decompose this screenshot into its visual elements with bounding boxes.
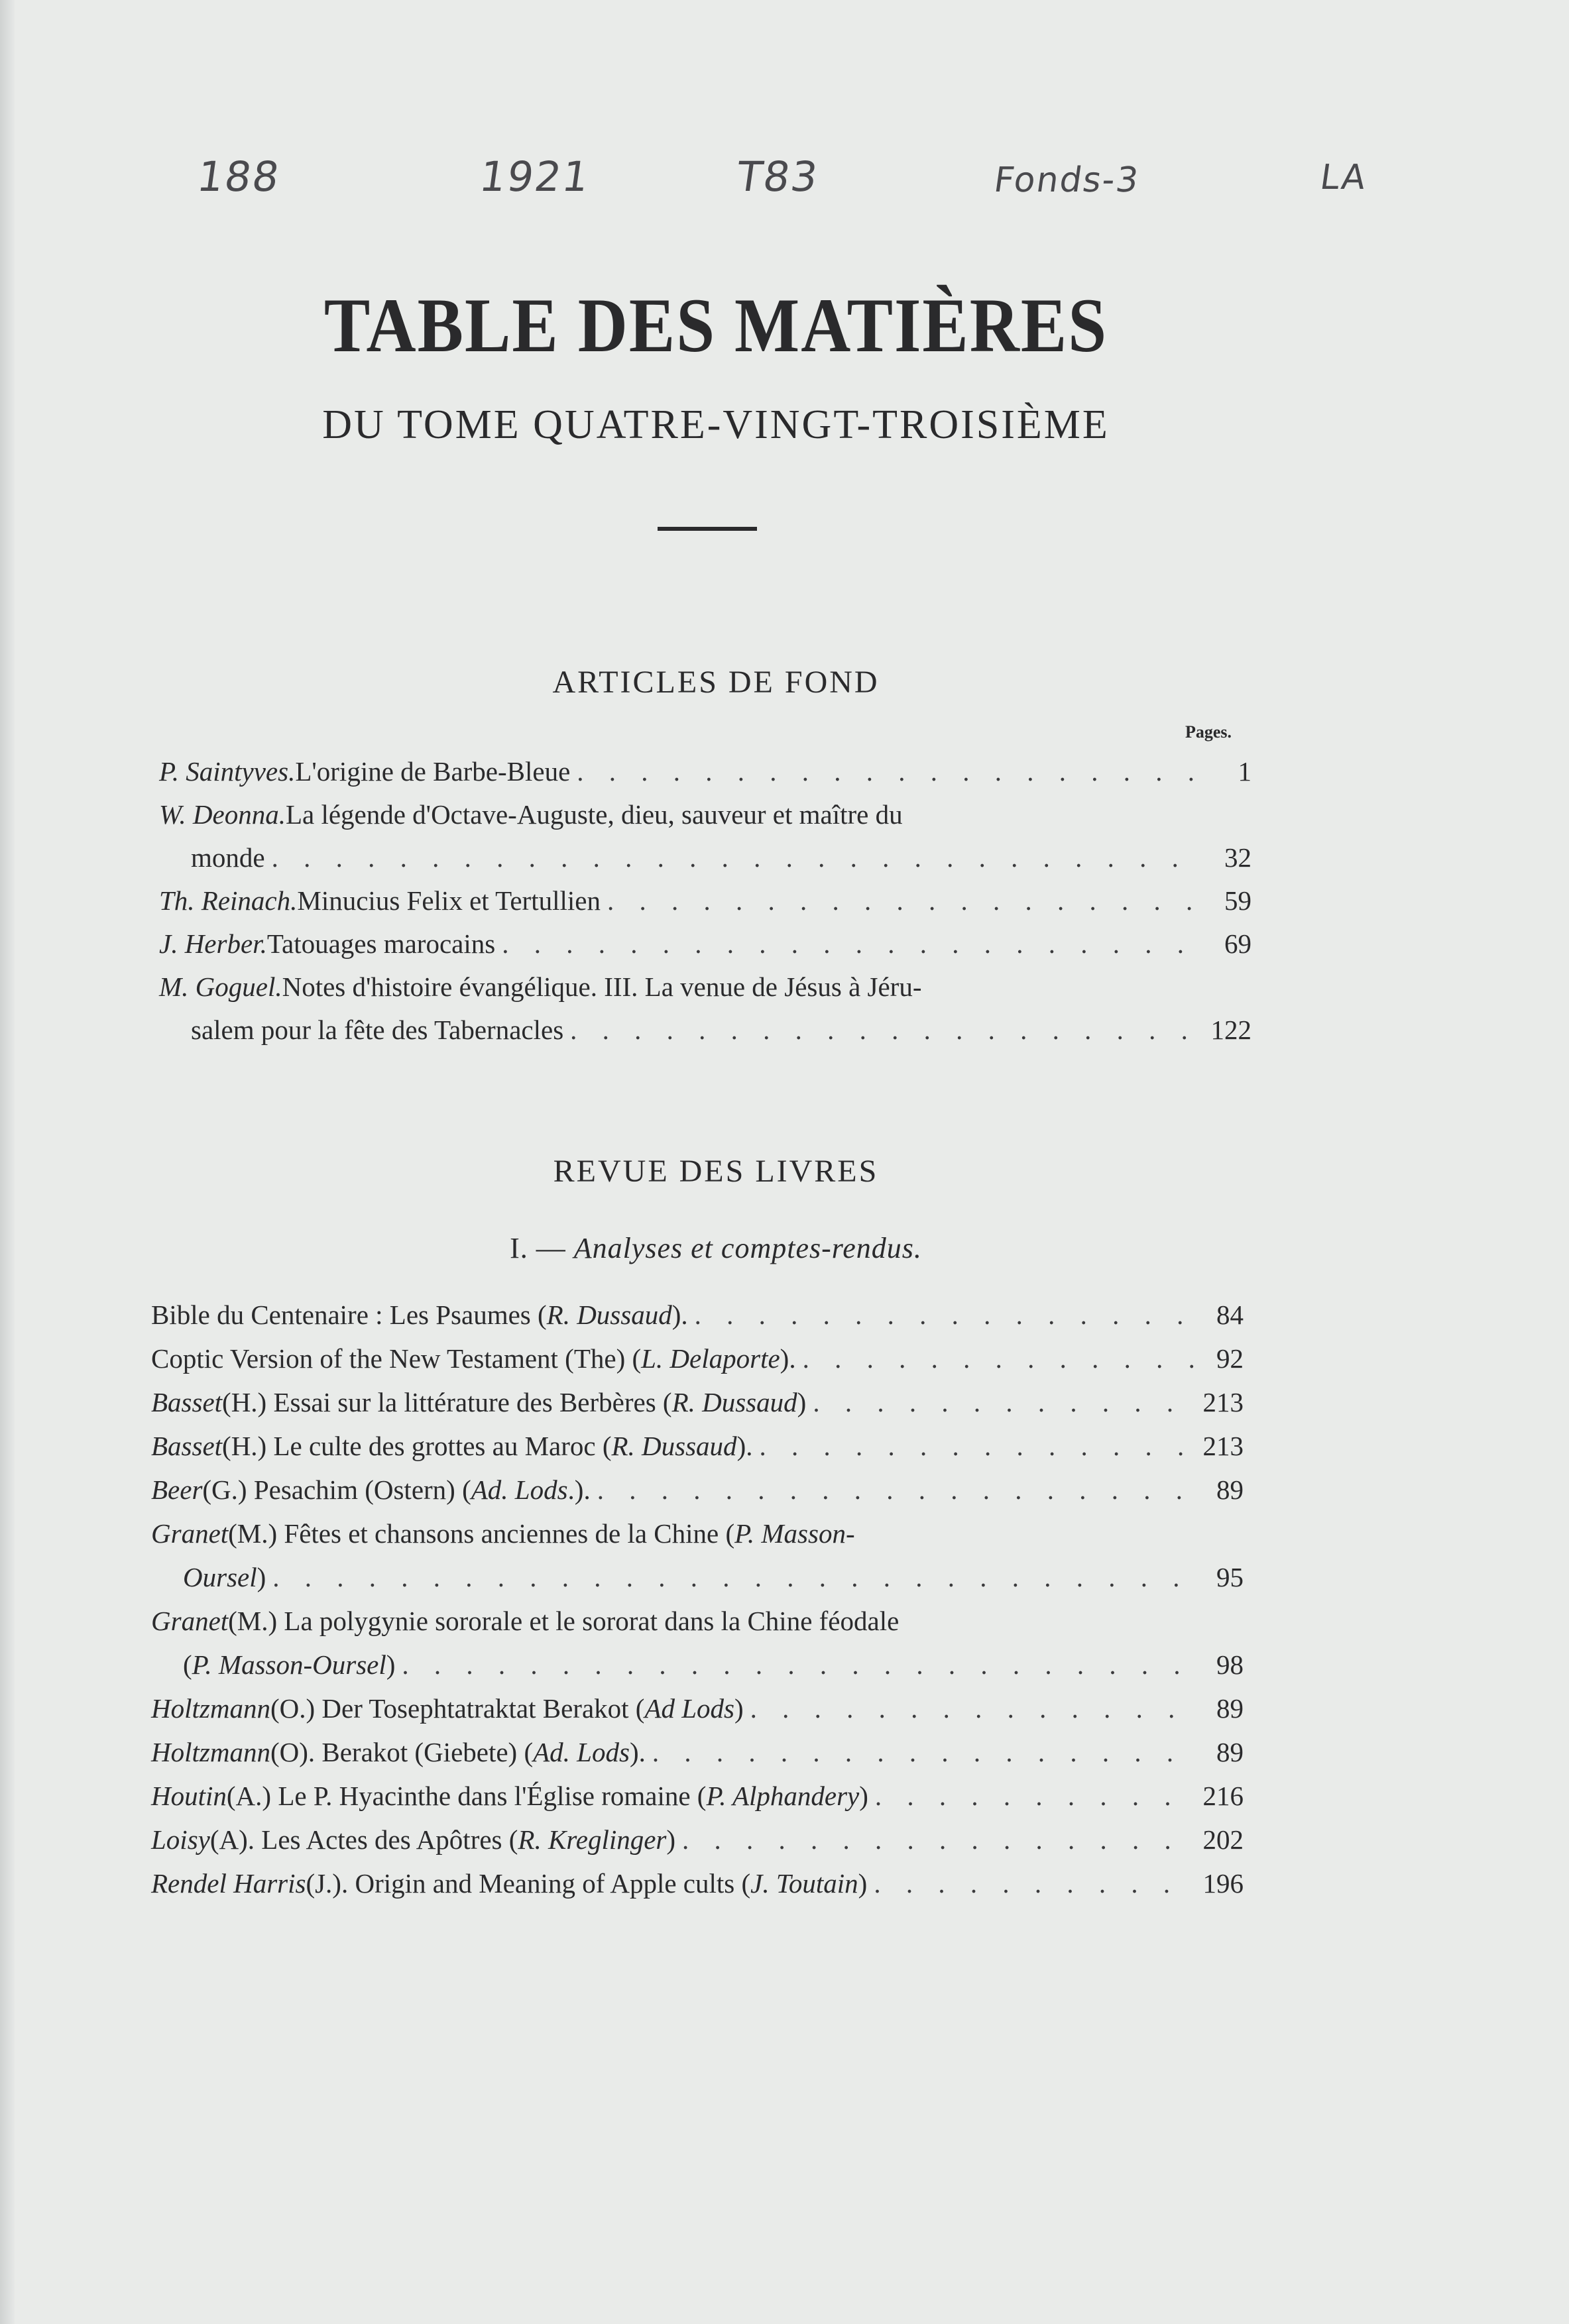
leader-dots: [744, 1692, 1197, 1724]
entry-reviewer: R. Dussaud: [546, 1300, 672, 1330]
entry-author: Granet: [151, 1518, 229, 1549]
entry-line: [151, 1518, 1244, 1549]
entry-line: [151, 1386, 1244, 1418]
entry-author: P. Saintyves.: [159, 756, 296, 787]
entry-line: [151, 1343, 1244, 1374]
toc-entry: [151, 1518, 1244, 1593]
entry-punct: .).: [567, 1474, 591, 1505]
toc-entry: [151, 1867, 1244, 1899]
entry-punct: ).: [671, 1300, 688, 1330]
entry-title: La légende d'Octave-Auguste, dieu, sauveur et maître du: [285, 799, 903, 830]
toc-entry: [151, 1343, 1244, 1374]
entry-reviewer: Ad Lods: [644, 1693, 735, 1724]
entry-reviewer: R. Dussaud: [611, 1431, 737, 1461]
entry-author: Granet: [151, 1606, 229, 1636]
entry-title: Minucius Felix et Tertullien: [297, 885, 601, 916]
entry-title: (H.) Le culte des grottes au Maroc (: [222, 1431, 612, 1461]
entry-line: [151, 1430, 1244, 1462]
entry-punct: ).: [629, 1737, 646, 1767]
leader-dots: [646, 1736, 1197, 1768]
entry-author: Beer: [151, 1474, 203, 1505]
entry-title: (O). Berakot (Giebete) (: [270, 1737, 534, 1767]
entry-page: 213: [1202, 1431, 1244, 1461]
entry-title: (G.) Pesachim (Ostern) (: [202, 1474, 471, 1505]
handwritten-note: 1921: [476, 152, 593, 201]
entry-page: 69: [1224, 928, 1251, 959]
entry-title-cont: salem pour la fête des Tabernacles: [191, 1015, 564, 1045]
entry-punct: ): [386, 1649, 396, 1680]
handwritten-note: T83: [733, 152, 822, 201]
toc-entry: [151, 1430, 1244, 1462]
leader-dots: [265, 842, 1205, 873]
entry-title: Coptic Version of the New Testament (The) (: [151, 1343, 642, 1374]
entry-line: [151, 1692, 1244, 1724]
entry-title: Bible du Centenaire : Les Psaumes (: [151, 1300, 547, 1330]
leader-dots: [796, 1343, 1197, 1374]
leader-dots: [868, 1780, 1197, 1812]
entry-title: (J.). Origin and Meaning of Apple cults (: [306, 1868, 751, 1899]
entry-page: 89: [1216, 1737, 1244, 1767]
page-subtitle: DU TOME QUATRE-VINGT-TROISIÈME: [322, 402, 1110, 447]
entry-title: Notes d'histoire évangélique. III. La venue de Jésus à Jéru-: [282, 971, 922, 1002]
entry-line: [151, 1605, 1244, 1637]
subsection-number: I. —: [510, 1232, 574, 1264]
entry-line: [159, 842, 1251, 873]
entry-author: Th. Reinach.: [159, 885, 298, 916]
toc-entry: [159, 799, 1251, 873]
entry-punct: (: [183, 1649, 192, 1680]
entry-page: 95: [1216, 1562, 1244, 1592]
entry-reviewer: L. Delaporte: [641, 1343, 780, 1374]
entry-line: [151, 1649, 1244, 1681]
entry-line: [151, 1736, 1244, 1768]
entry-punct: ): [797, 1387, 807, 1417]
entry-line: [159, 885, 1251, 916]
toc-entry: [159, 971, 1251, 1046]
entry-line: [151, 1299, 1244, 1331]
subsection-title: Analyses et comptes-rendus.: [573, 1232, 922, 1264]
pages-label: Pages.: [1185, 722, 1232, 742]
entry-page: 84: [1216, 1300, 1244, 1330]
leader-dots: [806, 1386, 1197, 1418]
entry-line: [159, 1014, 1251, 1046]
page-title: TABLE DES MATIÈRES: [323, 283, 1108, 368]
entry-page: 59: [1224, 885, 1251, 916]
entry-page: 32: [1224, 842, 1251, 873]
entry-reviewer: Ad. Lods: [471, 1474, 568, 1505]
entry-title: (H.) Essai sur la littérature des Berbères (: [222, 1387, 672, 1417]
entry-author: Holtzmann: [151, 1737, 270, 1767]
toc-entry: [151, 1736, 1244, 1768]
entry-punct: ): [257, 1562, 266, 1592]
entry-punct: ): [859, 1781, 868, 1811]
subsection-heading: [0, 1231, 1432, 1265]
entry-page: 89: [1216, 1474, 1244, 1505]
toc-entry: [151, 1780, 1244, 1812]
entry-page: 98: [1216, 1649, 1244, 1680]
leader-dots: [591, 1474, 1197, 1506]
entry-title: (A.) Le P. Hyacinthe dans l'Église romaine (: [226, 1781, 707, 1811]
toc-entry: [151, 1299, 1244, 1331]
entry-punct: ).: [780, 1343, 796, 1374]
entry-page: 213: [1202, 1387, 1244, 1417]
entry-author: Basset: [151, 1431, 223, 1461]
entry-line: [151, 1824, 1244, 1855]
entry-title-cont: monde: [191, 842, 265, 873]
entry-line: [159, 928, 1251, 960]
entry-author: Holtzmann: [151, 1693, 270, 1724]
entry-page: 1: [1238, 756, 1251, 787]
entry-page: 202: [1202, 1824, 1244, 1855]
toc-entry: [151, 1474, 1244, 1506]
leader-dots: [752, 1430, 1197, 1462]
leader-dots: [601, 885, 1205, 916]
entry-title: (M.) La polygynie sororale et le sororat dans la Chine féodale: [228, 1606, 900, 1636]
entry-reviewer: P. Masson-: [734, 1518, 855, 1549]
entry-author: M. Goguel.: [159, 971, 282, 1002]
entry-title: Tatouages marocains: [266, 928, 496, 959]
title-rule: [658, 527, 757, 531]
leader-dots: [675, 1824, 1197, 1855]
entry-reviewer-cont: Oursel: [183, 1562, 257, 1592]
entry-title: (O.) Der Tosephtatraktat Berakot (: [270, 1693, 645, 1724]
entry-reviewer: R. Kreglinger: [518, 1824, 667, 1855]
entry-reviewer: P. Alphandery: [706, 1781, 860, 1811]
revue-heading: REVUE DES LIVRES: [553, 1154, 879, 1189]
toc-entry: [159, 885, 1251, 916]
leader-dots: [563, 1014, 1205, 1046]
entry-author: Houtin: [151, 1781, 227, 1811]
leader-dots: [570, 755, 1205, 787]
entry-line: [151, 1561, 1244, 1593]
toc-entry: [159, 928, 1251, 960]
entry-author: W. Deonna.: [159, 799, 286, 830]
entry-line: [151, 1780, 1244, 1812]
leader-dots: [688, 1299, 1197, 1331]
toc-entry: [151, 1386, 1244, 1418]
toc-entry: [159, 755, 1251, 787]
handwritten-note: Fonds-3: [991, 160, 1142, 200]
entry-page: 216: [1202, 1781, 1244, 1811]
articles-heading: ARTICLES DE FOND: [552, 665, 880, 700]
entry-punct: ): [666, 1824, 676, 1855]
entry-author: Loisy: [151, 1824, 210, 1855]
entry-title: (A). Les Actes des Apôtres (: [209, 1824, 518, 1855]
entry-line: [159, 799, 1251, 830]
leader-dots: [867, 1867, 1197, 1899]
entry-reviewer: R. Dussaud: [671, 1387, 797, 1417]
entry-line: [159, 755, 1251, 787]
entry-punct: ).: [736, 1431, 753, 1461]
entry-title: (M.) Fêtes et chansons anciennes de la Chine (: [228, 1518, 735, 1549]
toc-entry: [151, 1605, 1244, 1681]
entry-line: [159, 971, 1251, 1003]
entry-reviewer: Ad. Lods: [533, 1737, 630, 1767]
entry-page: 196: [1202, 1868, 1244, 1899]
entry-punct: ): [858, 1868, 868, 1899]
entry-line: [151, 1867, 1244, 1899]
entry-author: Basset: [151, 1387, 223, 1417]
entry-page: 89: [1216, 1693, 1244, 1724]
toc-entry: [151, 1692, 1244, 1724]
entry-reviewer: J. Toutain: [750, 1868, 858, 1899]
entry-title: L'origine de Barbe-Bleue: [295, 756, 571, 787]
entry-author: Rendel Harris: [151, 1868, 306, 1899]
entry-punct: ): [734, 1693, 744, 1724]
handwritten-note: 188: [194, 152, 284, 201]
leader-dots: [266, 1561, 1197, 1593]
entry-reviewer-cont: P. Masson-Oursel: [192, 1649, 386, 1680]
entry-page: 122: [1210, 1015, 1251, 1045]
entry-author: J. Herber.: [159, 928, 267, 959]
toc-entry: [151, 1824, 1244, 1855]
entry-page: 92: [1216, 1343, 1244, 1374]
leader-dots: [495, 928, 1205, 960]
handwritten-note: LA: [1317, 158, 1369, 197]
entry-line: [151, 1474, 1244, 1506]
leader-dots: [395, 1649, 1197, 1681]
